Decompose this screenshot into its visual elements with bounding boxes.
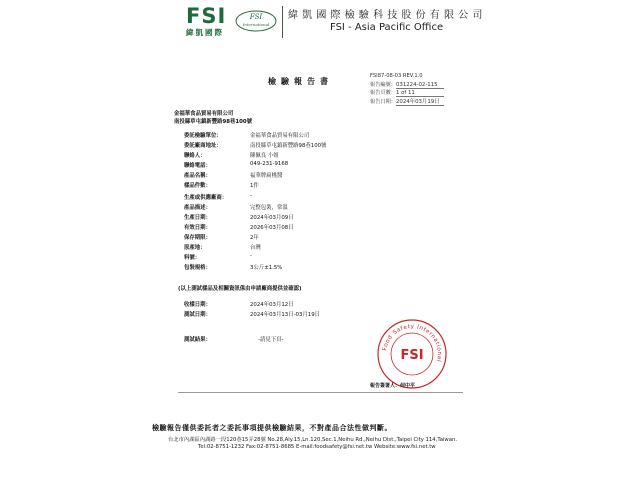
applicant-address: 南投縣草屯鎮新豐路98巷100號 xyxy=(174,119,253,125)
field-label: 委託檢驗單位： xyxy=(184,133,222,139)
company-name-zh: 緯 凱 國 際 檢 驗 科 技 股 份 有 限 公 司 xyxy=(288,10,483,21)
field-value: 台灣 xyxy=(250,245,261,251)
seal-center-text: FSI xyxy=(400,348,424,363)
field-label: 包裝規格： xyxy=(184,265,211,271)
sample-info-note: (以上測試樣品及相關資訊係由申請廠商提供並確認) xyxy=(178,286,302,292)
test-date-label: 測試日期： xyxy=(184,312,211,318)
fsi-logo: FSI xyxy=(186,4,227,28)
field-label: 原產地： xyxy=(184,245,206,251)
fsi-seal-stamp xyxy=(376,318,448,390)
field-value: 陳佩良 小姐 xyxy=(250,153,279,159)
field-label: 產品名稱： xyxy=(184,173,211,179)
report-number-row xyxy=(370,81,444,89)
field-value: 2024年03月09日 xyxy=(250,215,294,221)
field-value: 049-231-9168 xyxy=(250,161,289,167)
report-date-label: 報告日期： xyxy=(370,99,396,105)
fsi-logo-subtitle: 緯凱國際 xyxy=(186,28,224,37)
field-value: 福華牌扁桃醬 xyxy=(250,173,283,179)
signer-divider xyxy=(178,392,463,393)
footer-contacts: Tel:02-8751-1232 Fax:02-8751-8685 E-mail:foodsafety@fsi.net.tw Website:www.fsi.net.tw xyxy=(198,444,436,450)
svg-text:FSI: FSI xyxy=(249,13,263,21)
field-value: 3公斤±1.5% xyxy=(250,265,283,271)
signer-name: 何中平 xyxy=(400,383,416,389)
signer-row xyxy=(370,382,415,389)
report-number-label: 報告編號： xyxy=(370,82,396,88)
test-result: -請見下頁- xyxy=(258,337,284,343)
test-date: 2024年03月13日-03月19日 xyxy=(250,312,321,318)
received-date: 2024年03月12日 xyxy=(250,302,294,308)
field-label: 聯絡電話： xyxy=(184,163,211,169)
field-value: 2026年03月08日 xyxy=(250,225,294,231)
field-value: 南投縣草屯鎮新豐路98巷100號 xyxy=(250,143,327,149)
seal-ring-text: Food Safety International xyxy=(382,323,443,363)
field-label: 保存期限： xyxy=(184,235,211,241)
field-label: 生產日期： xyxy=(184,215,211,221)
field-label: 聯絡人： xyxy=(184,153,206,159)
report-number: 031224-02-115 xyxy=(396,82,444,89)
report-pages-label: 報告頁數： xyxy=(370,90,396,96)
footer-disclaimer: 檢驗報告僅供委託者之委託事項提供檢驗結果，不對產品合法性做判斷。 xyxy=(152,424,392,432)
field-label: 產品描述： xyxy=(184,205,211,211)
applicant-name: 金福華食品貿易有限公司 xyxy=(174,111,234,117)
report-pages-row xyxy=(370,89,444,97)
report-pages: 1 of 11 xyxy=(396,90,444,97)
field-label: 委託廠商地址： xyxy=(184,143,222,149)
header-divider xyxy=(282,6,283,38)
test-result-label: 測試結果： xyxy=(184,337,211,343)
field-value: 2年 xyxy=(250,235,259,241)
field-label: 料號： xyxy=(184,255,201,261)
signer-label: 報告簽署人： xyxy=(370,383,401,389)
field-label: 樣品件數： xyxy=(184,183,211,189)
field-value: - xyxy=(250,253,252,259)
field-value: - xyxy=(250,193,252,199)
form-number: FSI87-08-03 REV.1.0 xyxy=(370,73,423,79)
footer-address: 台北市內湖區內湖路一段120巷15弄28號 No.28,Aly.15,Ln.120,Sec.1,Neihu Rd.,Neihu Dist.,Taipei City 114,Taiwan. xyxy=(168,437,458,443)
oval-logo-text: International xyxy=(242,22,270,27)
company-name-en: FSI - Asia Pacific Office xyxy=(330,22,444,33)
report-date: 2024年03月19日 xyxy=(396,97,444,106)
received-date-label: 收樣日期： xyxy=(184,302,211,308)
field-label: 生產或供應廠商： xyxy=(184,195,228,201)
field-value: 完整包裝，常溫 xyxy=(250,205,288,211)
international-oval-logo xyxy=(234,9,278,33)
field-label: 有效日期： xyxy=(184,225,211,231)
field-value: 1件 xyxy=(250,183,259,189)
report-title: 檢驗報告書 xyxy=(268,77,333,86)
field-value: 金福華食品貿易有限公司 xyxy=(250,133,310,139)
report-date-row xyxy=(370,97,444,106)
